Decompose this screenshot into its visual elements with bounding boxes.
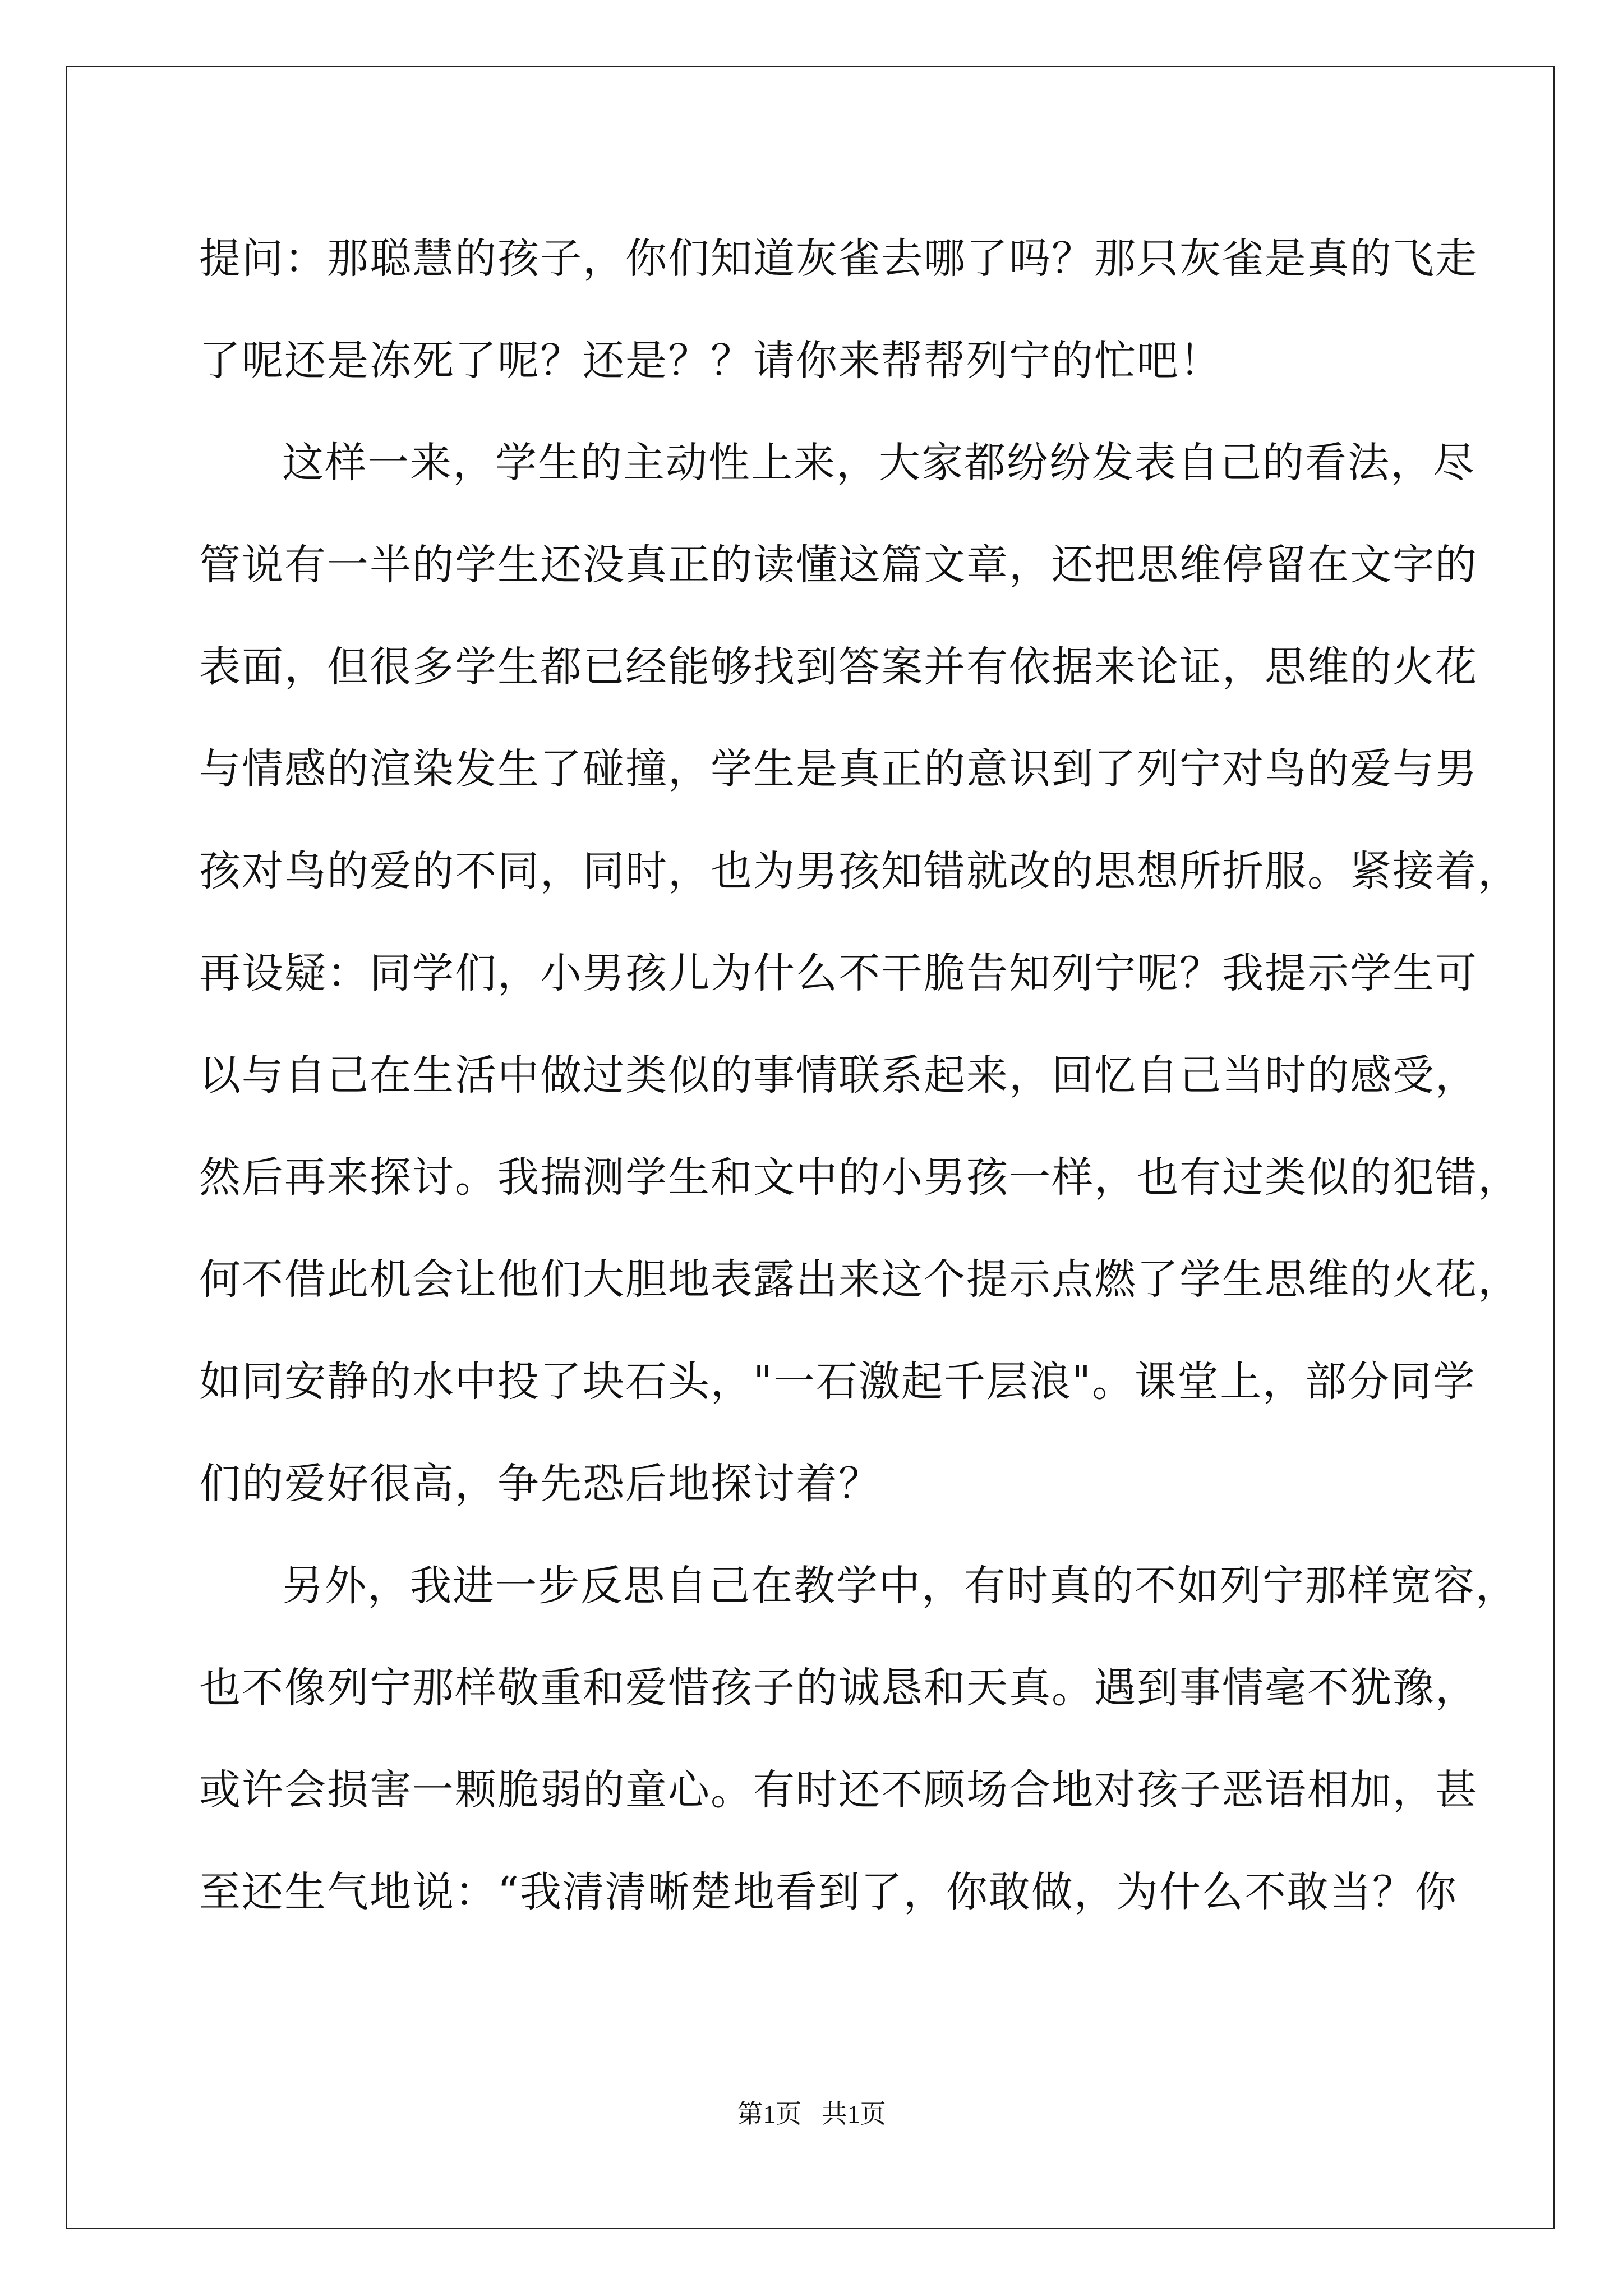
text-line: 提问：那聪慧的孩子，你们知道灰雀去哪了吗？那只灰雀是真的飞走 — [199, 234, 1478, 283]
page-total: 共1页 — [821, 2100, 886, 2128]
text-line: 以与自己在生活中做过类似的事情联系起来，回忆自己当时的感受， — [199, 1051, 1478, 1099]
paragraph-start-line: 另外，我进一步反思自己在教学中，有时真的不如列宁那样宽容， — [282, 1562, 1518, 1610]
paragraph-start-line: 这样一来，学生的主动性上来，大家都纷纷发表自己的看法，尽 — [282, 439, 1476, 487]
text-line: 如同安静的水中投了块石头，"一石激起千层浪"。课堂上，部分同学 — [199, 1358, 1476, 1406]
page-footer — [0, 2093, 1623, 2131]
text-line: 然后再来探讨。我揣测学生和文中的小男孩一样，也有过类似的犯错， — [199, 1153, 1520, 1202]
text-line: 管说有一半的学生还没真正的读懂这篇文章，还把思维停留在文字的 — [199, 541, 1478, 589]
document-body — [199, 208, 1520, 1943]
text-line: 何不借此机会让他们大胆地表露出来这个提示点燃了学生思维的火花， — [199, 1255, 1520, 1304]
page-number: 第1页 — [737, 2100, 802, 2128]
text-line: 与情感的渲染发生了碰撞，学生是真正的意识到了列宁对鸟的爱与男 — [199, 745, 1478, 793]
text-line: 或许会损害一颗脆弱的童心。有时还不顾场合地对孩子恶语相加，甚 — [199, 1766, 1478, 1814]
text-line: 也不像列宁那样敬重和爱惜孩子的诚恳和天真。遇到事情毫不犹豫， — [199, 1664, 1478, 1712]
text-line: 了呢还是冻死了呢？还是？？请你来帮帮列宁的忙吧！ — [199, 337, 1222, 385]
text-line: 孩对鸟的爱的不同，同时，也为男孩知错就改的思想所折服。紧接着， — [199, 847, 1520, 895]
text-line: 至还生气地说：“我清清晰楚地看到了，你敢做，为什么不敢当？你 — [199, 1868, 1458, 1916]
text-line: 们的爱好很高，争先恐后地探讨着？ — [199, 1460, 881, 1508]
text-line: 表面，但很多学生都已经能够找到答案并有依据来论证，思维的火花 — [199, 643, 1478, 691]
text-line: 再设疑：同学们，小男孩儿为什么不干脆告知列宁呢？我提示学生可 — [199, 949, 1478, 997]
